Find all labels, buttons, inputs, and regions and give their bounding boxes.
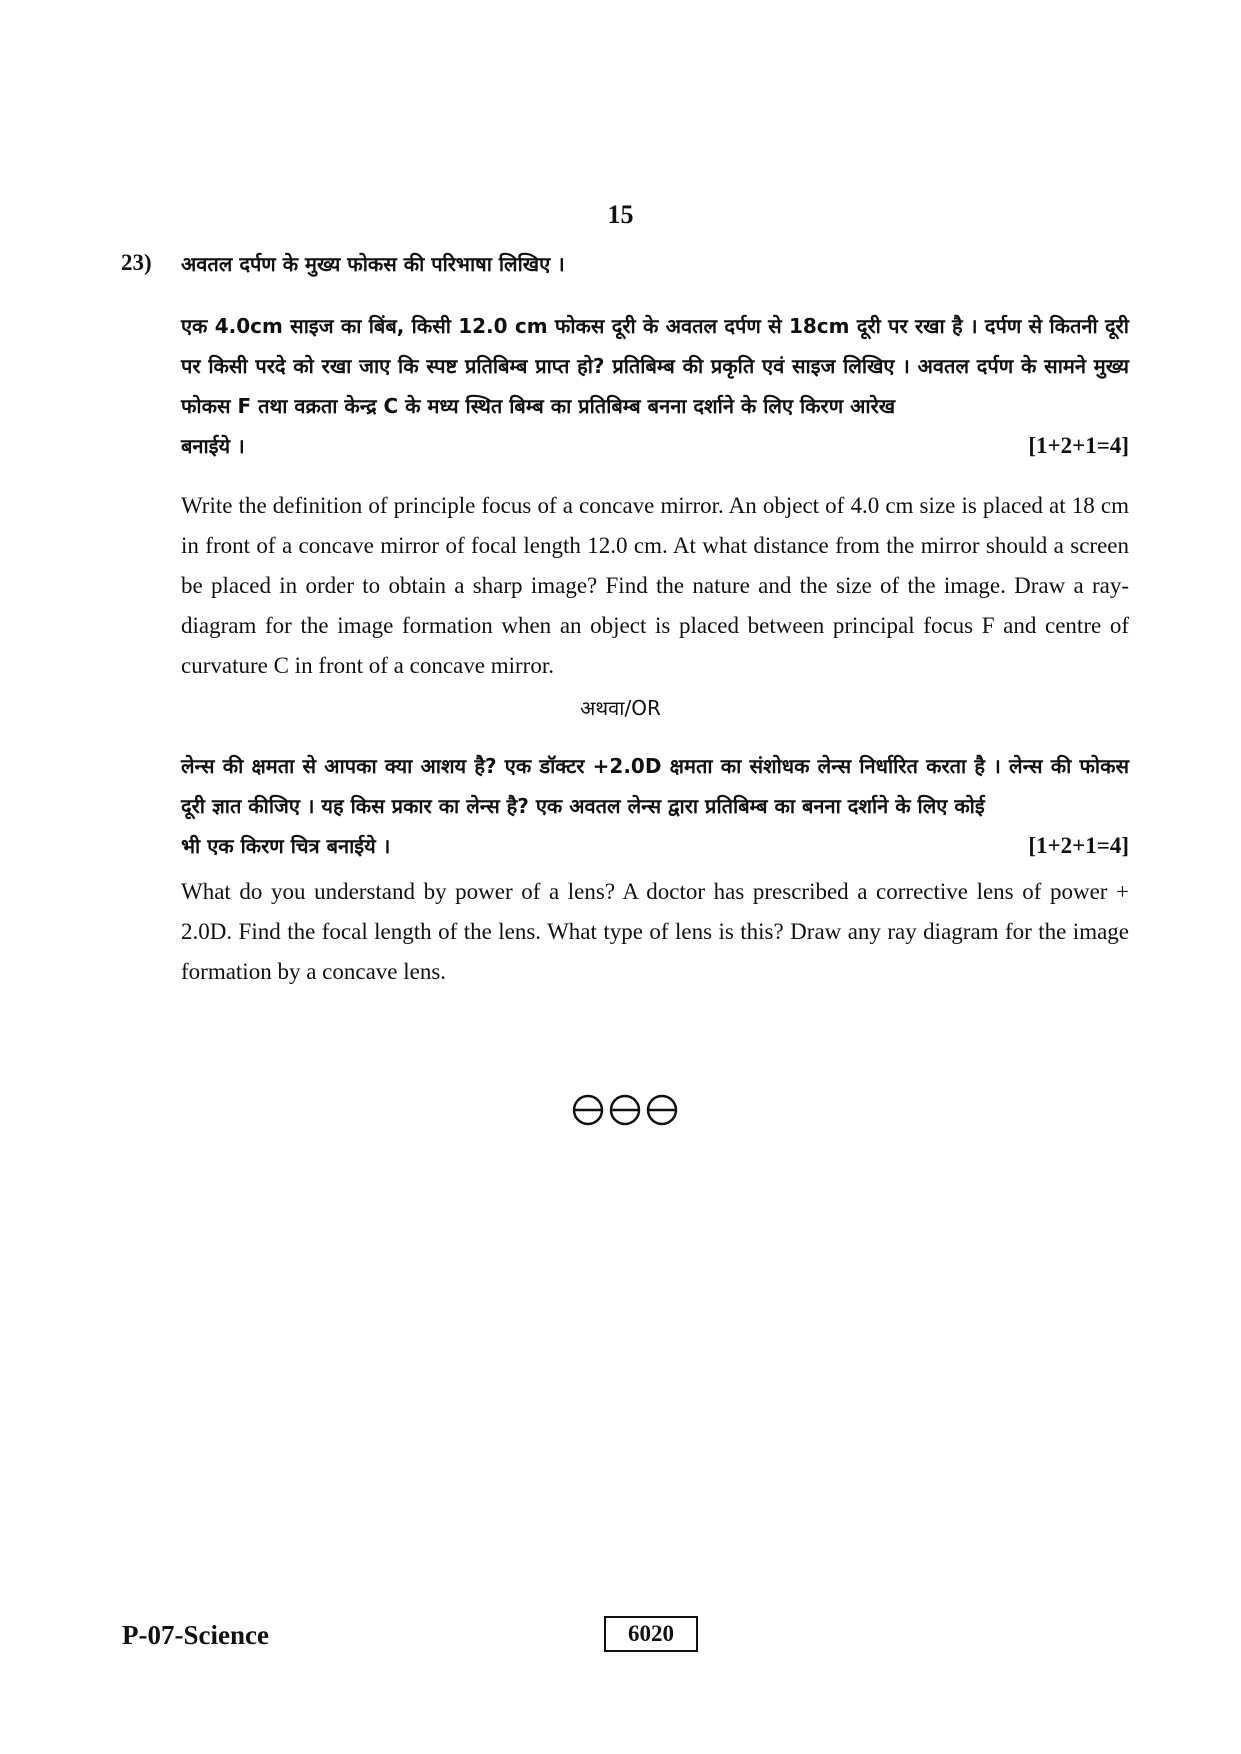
part1-english-paragraph: Write the definition of principle focus of a concave mirror. An object of 4.0 cm size is placed at 18 cm in front of a concave mirror of focal length 12.0 cm. At what distance from the mirror should a screen be placed in order to obtain a sharp image? Find the nature and the size of the image. Draw a ray-diagram for the image formation when an object is placed between principal focus F and centre of curvature C in front of a concave mirror.: [181, 493, 1129, 678]
part1-hindi-paragraph: [181, 306, 1129, 466]
part1-marks: [1+2+1=4]: [1028, 433, 1129, 458]
part1-hindi-last-line: बनाईये ।: [181, 434, 245, 458]
part1-hindi-text: एक 4.0cm साइज का बिंब, किसी 12.0 cm फोकस दूरी के अवतल दर्पण से 18cm दूरी पर रखा है । दर्पण से कितनी दूरी पर किसी परदे को रखा जाए कि स्पष्ट प्रतिबिम्ब प्राप्त हो? प्रतिबिम्ब की प्रकृति एवं साइज लिखिए । अवतल दर्पण के सामने मुख्य फोकस F तथा वक्रता केन्द्र C के मध्य स्थित बिम्ब का प्रतिबिम्ब बनना दर्शाने के लिए किरण आरेख: [181, 314, 1129, 418]
part2-marks: [1+2+1=4]: [1028, 833, 1129, 858]
end-of-section-symbols: [570, 1090, 680, 1130]
footer-box-code: 6020: [604, 1616, 698, 1652]
page-number: 15: [607, 200, 634, 229]
question-number: 23): [121, 250, 152, 275]
footer-paper-code: P-07-Science: [122, 1620, 269, 1650]
or-separator: अथवा/OR: [580, 696, 661, 720]
part2-hindi-paragraph: [181, 746, 1129, 866]
part2-hindi-text: लेन्स की क्षमता से आपका क्या आशय है? एक डॉक्टर +2.0D क्षमता का संशोधक लेन्स निर्धारित करता है । लेन्स की फोकस दूरी ज्ञात कीजिए । यह किस प्रकार का लेन्स है? एक अवतल लेन्स द्वारा प्रतिबिम्ब का बनना दर्शाने के लिए कोई: [181, 754, 1129, 818]
part2-english-paragraph: What do you understand by power of a lens? A doctor has prescribed a corrective lens of power + 2.0D. Find the focal length of the lens. What type of lens is this? Draw any ray diagram for the image formation by a concave lens.: [181, 879, 1129, 984]
part2-hindi-last-line: भी एक किरण चित्र बनाईये ।: [181, 834, 391, 858]
part1-marks-line: [181, 426, 1129, 466]
part2-marks-line: [181, 826, 1129, 866]
question-title-hindi: अवतल दर्पण के मुख्य फोकस की परिभाषा लिखिए ।: [181, 252, 565, 276]
